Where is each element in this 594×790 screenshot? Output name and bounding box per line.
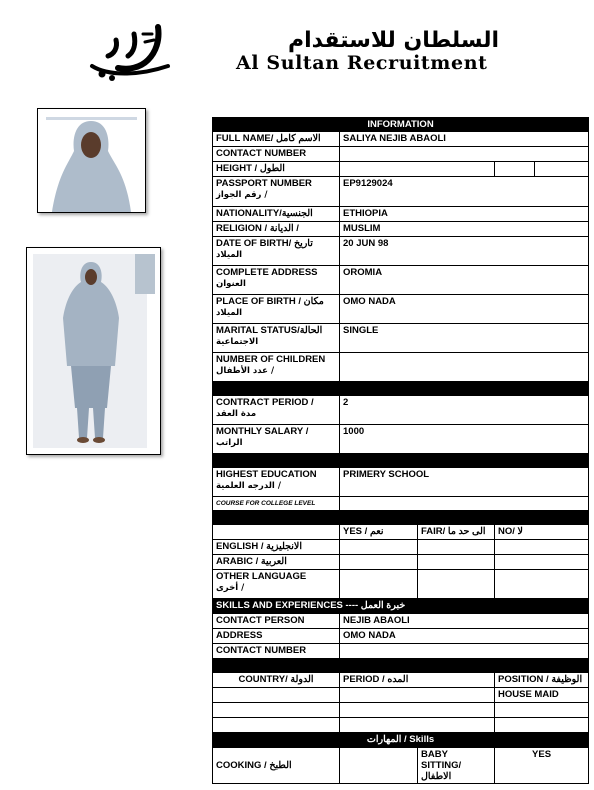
cooking-value [340,748,418,784]
pob-value: OMO NADA [340,295,589,324]
height-label: HEIGHT / الطول [213,162,340,177]
brand-arabic: السلطان للاستقدام [288,28,500,53]
education-label [213,468,340,497]
passport-label-ar: رقم الجواز / [216,190,268,200]
contact-person-label: CONTACT PERSON [213,614,340,629]
dob-label-en: DATE OF BIRTH/ تاريخ [216,238,313,249]
full-name-row [213,132,589,147]
experience-row [213,688,589,703]
marital-label-en: MARITAL STATUS/الحالة [216,325,323,336]
language-header-row [213,525,589,540]
experience-address-label: ADDRESS [213,629,340,644]
contact-label: CONTACT NUMBER [213,147,340,162]
experience-row [213,718,589,733]
baby-sitting-label [418,748,495,784]
education-row [213,468,589,497]
language-header-blank [213,525,340,540]
contact-value [340,147,589,162]
children-row [213,353,589,382]
full-name-value: SALIYA NEJIB ABAOLI [340,132,589,147]
full-body-photo [26,247,161,455]
other-yes [340,570,418,599]
dob-value: 20 JUN 98 [340,237,589,266]
section-divider [213,454,589,468]
dob-label-ar: الميلاد [216,250,243,260]
period-cell [340,688,495,703]
education-value: PRIMERY SCHOOL [340,468,589,497]
children-label-en: NUMBER OF CHILDREN [216,354,326,365]
passport-label [213,177,340,207]
dob-row [213,237,589,266]
contract-period-label [213,396,340,425]
experience-columns-row [213,673,589,688]
other-language-label-en: OTHER LANGUAGE [216,571,307,582]
contact-number-label: CONTACT NUMBER [213,644,340,659]
course-label: COURSE FOR COLLEGE LEVEL [213,497,340,511]
country-cell [213,703,340,718]
contract-period-label-ar: مدة العقد [216,409,257,419]
salary-value: 1000 [340,425,589,454]
contact-row [213,147,589,162]
other-no [495,570,589,599]
other-language-label [213,570,340,599]
marital-label [213,324,340,353]
salary-row [213,425,589,454]
skills-title: المهارات / Skills [213,733,589,748]
height-value [340,162,495,177]
passport-photo [37,108,146,213]
period-cell [340,718,495,733]
section-divider [213,382,589,396]
english-fair [418,540,495,555]
position-header: POSITION / الوظيفة [495,673,589,688]
baby-sitting-label-2: SITTING/ الاطفال [421,760,462,782]
religion-label: RELIGION / الديانة / [213,222,340,237]
marital-label-ar: الاجتماعية [216,337,259,347]
position-cell [495,718,589,733]
country-cell [213,718,340,733]
experience-title: SKILLS AND EXPERIENCES ---- خبرة العمل [213,599,589,614]
fair-header: FAIR/ الى حد ما [418,525,495,540]
period-header: PERIOD / المده [340,673,495,688]
cooking-label: COOKING / الطبخ [213,748,340,784]
header-row [213,118,589,132]
contact-person-row [213,614,589,629]
arabic-label: ARABIC / العربية [213,555,340,570]
skills-header-row [213,733,589,748]
arabic-fair [418,555,495,570]
contact-person-value: NEJIB ABAOLI [340,614,589,629]
pob-label [213,295,340,324]
other-language-row [213,570,589,599]
information-form [212,117,589,784]
children-value [340,353,589,382]
yes-header: YES / نعم [340,525,418,540]
period-cell [340,703,495,718]
nationality-row [213,207,589,222]
english-yes [340,540,418,555]
experience-row [213,703,589,718]
passport-value: EP9129024 [340,177,589,207]
baby-sitting-value: YES [495,748,589,784]
section-divider [213,659,589,673]
position-cell [495,703,589,718]
pob-row [213,295,589,324]
address-row [213,266,589,295]
divider-row [213,454,589,468]
arabic-yes [340,555,418,570]
brand-english: Al Sultan Recruitment [236,52,488,74]
logo-icon [88,22,178,82]
section-divider [213,511,589,525]
contact-number-value [340,644,589,659]
experience-address-value: OMO NADA [340,629,589,644]
divider-row [213,382,589,396]
address-label-en: COMPLETE ADDRESS [216,267,318,278]
pob-label-ar: الميلاد [216,308,243,318]
religion-row [213,222,589,237]
salary-label-ar: الراتب [216,438,243,448]
pob-label-en: PLACE OF BIRTH / مكان [216,296,324,307]
divider-row [213,511,589,525]
salary-label [213,425,340,454]
marital-value: SINGLE [340,324,589,353]
contract-period-row [213,396,589,425]
course-value [340,497,589,511]
contract-period-label-en: CONTRACT PERIOD / [216,397,314,408]
position-cell: HOUSE MAID [495,688,589,703]
other-fair [418,570,495,599]
arabic-row [213,555,589,570]
education-label-en: HIGHEST EDUCATION [216,469,317,480]
full-name-label: FULL NAME/ الاسم كامل [213,132,340,147]
other-language-label-ar: أخرى / [216,583,245,593]
contact-number-row [213,644,589,659]
course-row [213,497,589,511]
arabic-no [495,555,589,570]
height-extra-1 [495,162,535,177]
contract-period-value: 2 [340,396,589,425]
no-header: NO/ لا [495,525,589,540]
country-header: COUNTRY/ الدولة [213,673,340,688]
address-value: OROMIA [340,266,589,295]
address-label [213,266,340,295]
height-row [213,162,589,177]
experience-header-row [213,599,589,614]
children-label [213,353,340,382]
english-no [495,540,589,555]
religion-value: MUSLIM [340,222,589,237]
height-extra-2 [535,162,589,177]
education-label-ar: الدرجه العلمية / [216,481,281,491]
skills-row [213,748,589,784]
dob-label [213,237,340,266]
passport-label-en: PASSPORT NUMBER [216,178,312,189]
nationality-value: ETHIOPIA [340,207,589,222]
form-header: INFORMATION [213,118,589,132]
baby-sitting-label-1: BABY [421,749,448,760]
nationality-label: NATIONALITY/الجنسية [213,207,340,222]
experience-address-row [213,629,589,644]
passport-row [213,177,589,207]
address-label-ar: العنوان [216,279,246,289]
marital-row [213,324,589,353]
english-label: ENGLISH / الانجليزية [213,540,340,555]
children-label-ar: عدد الأطفال / [216,366,275,376]
english-row [213,540,589,555]
salary-label-en: MONTHLY SALARY / [216,426,309,437]
country-cell [213,688,340,703]
divider-row [213,659,589,673]
